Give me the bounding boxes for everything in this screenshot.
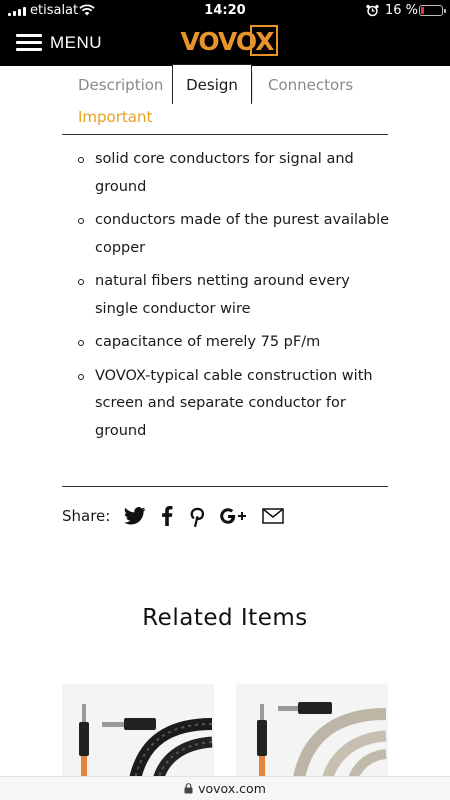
tabs-underline [62, 134, 388, 135]
tab-description[interactable]: Description [78, 76, 164, 94]
share-divider [62, 486, 388, 487]
alarm-icon [366, 4, 379, 17]
related-item-card[interactable] [236, 684, 388, 784]
list-item: conductors made of the purest available copper [78, 207, 390, 262]
facebook-icon[interactable] [160, 506, 174, 526]
black-woven-cable-image[interactable] [62, 684, 214, 784]
url-domain[interactable]: vovox.com [198, 781, 266, 796]
list-item: capacitance of merely 75 pF/m [78, 329, 390, 357]
logo-text: VOVOX [180, 27, 274, 56]
related-item-card[interactable] [62, 684, 214, 784]
list-item: solid core conductors for signal and ground [78, 146, 390, 201]
google-plus-icon[interactable] [220, 507, 248, 525]
design-feature-list [78, 146, 390, 451]
email-icon[interactable] [262, 508, 284, 524]
browser-url-bar[interactable] [0, 776, 450, 800]
battery-percent: 16 % [385, 3, 419, 18]
top-bar [0, 0, 450, 66]
menu-button[interactable] [16, 31, 102, 55]
hamburger-icon[interactable] [16, 34, 42, 52]
status-bar [0, 0, 450, 22]
share-label: Share: [62, 507, 111, 525]
tab-divider [252, 72, 253, 102]
lock-icon [184, 783, 193, 794]
pinterest-icon[interactable] [188, 505, 206, 527]
tab-important[interactable]: Important [78, 108, 153, 126]
battery-level [421, 7, 424, 14]
list-item: VOVOX-typical cable construction with screen and separate conductor for ground [78, 363, 390, 446]
share-row [62, 503, 298, 529]
product-tabs [62, 64, 388, 135]
tab-connectors[interactable]: Connectors [268, 76, 354, 94]
battery-icon [419, 5, 443, 16]
clock: 14:20 [204, 3, 246, 18]
twitter-icon[interactable] [124, 507, 146, 525]
beige-woven-cable-image[interactable] [236, 684, 388, 784]
menu-label[interactable]: MENU [50, 33, 103, 52]
related-items-title: Related Items [142, 605, 308, 631]
tab-design[interactable]: Design [172, 64, 252, 104]
carrier-name: etisalat [30, 3, 79, 18]
list-item: natural fibers netting around every single conductor wire [78, 268, 390, 323]
vovox-logo[interactable] [175, 24, 279, 57]
